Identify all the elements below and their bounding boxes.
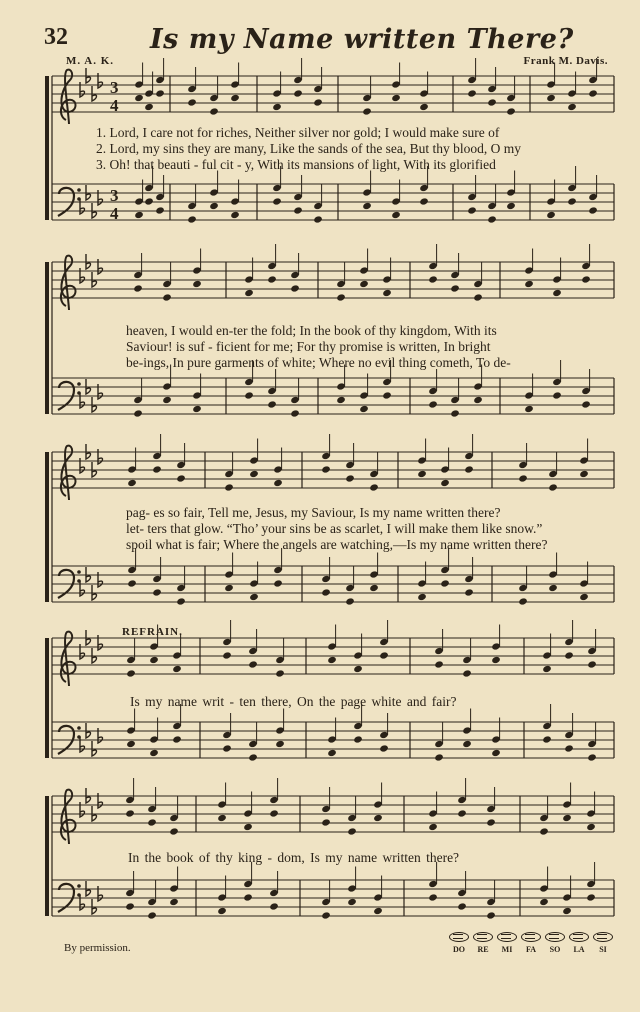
verse-line: heaven, I would en-ter the fold; In the book of thy kingdom, With its — [126, 323, 497, 338]
note-head — [486, 818, 496, 826]
note-head — [172, 665, 182, 673]
solfa-note-icon — [521, 932, 541, 942]
treble-clef-icon — [61, 632, 76, 686]
flat-icon — [80, 268, 85, 283]
note-head — [417, 470, 427, 478]
note-head — [187, 215, 197, 223]
note-head — [244, 391, 254, 399]
note-head — [149, 749, 159, 757]
flat-icon — [80, 581, 85, 596]
note-head — [353, 665, 363, 673]
note-head — [428, 275, 438, 283]
treble-clef-icon — [61, 446, 76, 500]
note-head — [462, 669, 472, 677]
note-head — [275, 740, 285, 748]
note-head — [147, 818, 157, 826]
note-head — [464, 465, 474, 473]
note-head — [450, 284, 460, 292]
note-head — [152, 588, 162, 596]
note-head — [382, 391, 392, 399]
verse-line: 2. Lord, my sins they are many, Like the sands of the sea, But thy blood, O my — [96, 141, 522, 156]
verse-line: be-ings, In pure garments of white; Where no evil thing cometh, To de- — [126, 355, 511, 370]
note-head — [192, 405, 202, 413]
solfa-note-icon — [593, 932, 613, 942]
solfa-do: DO — [448, 932, 470, 954]
system-brace — [45, 452, 49, 602]
system-brace — [45, 796, 49, 916]
solfa-re: RE — [472, 932, 494, 954]
solfa-so: SO — [544, 932, 566, 954]
verse-line: let- ters that glow. “Tho’ your sins be as scarlet, I will make them like snow.” — [126, 521, 543, 536]
solfa-key — [448, 932, 618, 958]
note-head — [293, 206, 303, 214]
note-head — [327, 656, 337, 664]
note-head — [269, 902, 279, 910]
bass-clef-dot — [77, 382, 81, 386]
note-head — [321, 818, 331, 826]
system-brace — [45, 76, 49, 220]
note-head — [327, 749, 337, 757]
note-head — [391, 94, 401, 102]
note-head — [428, 823, 438, 831]
note-head — [222, 744, 232, 752]
time-signature: 3 — [110, 186, 119, 205]
note-head — [382, 289, 392, 297]
solfa-note-icon — [545, 932, 565, 942]
solfa-mi: MI — [496, 932, 518, 954]
note-head — [134, 211, 144, 219]
refrain-label: REFRAIN. — [122, 626, 183, 638]
note-head — [539, 898, 549, 906]
note-head — [542, 665, 552, 673]
note-head — [457, 809, 467, 817]
note-head — [564, 744, 574, 752]
note-head — [176, 474, 186, 482]
note-head — [144, 197, 154, 205]
time-signature: 4 — [110, 96, 119, 115]
hymn-title: Is my Name written There? — [150, 24, 574, 55]
flat-icon — [80, 393, 85, 408]
note-head — [373, 814, 383, 822]
refrain-line: In the book of thy king - dom, Is my name written there? — [128, 850, 460, 865]
solfa-note-icon — [569, 932, 589, 942]
time-signature: 3 — [110, 78, 119, 97]
flat-icon — [98, 73, 103, 88]
note-head — [345, 597, 355, 605]
note-head — [588, 206, 598, 214]
note-head — [134, 94, 144, 102]
flat-icon — [80, 895, 85, 910]
note-head — [518, 474, 528, 482]
note-head — [149, 656, 159, 664]
solfa-fa: FA — [520, 932, 542, 954]
note-head — [419, 103, 429, 111]
note-head — [336, 396, 346, 404]
note-head — [419, 197, 429, 205]
note-head — [272, 197, 282, 205]
note-head — [209, 202, 219, 210]
flat-icon — [98, 793, 103, 808]
note-head — [347, 827, 357, 835]
note-head — [450, 409, 460, 417]
note-head — [273, 479, 283, 487]
flat-icon — [98, 886, 103, 901]
treble-clef-icon — [61, 256, 76, 310]
note-head — [491, 749, 501, 757]
note-head — [428, 893, 438, 901]
flat-icon — [80, 802, 85, 817]
note-head — [353, 735, 363, 743]
lyricist-credit: M. A. K. — [66, 55, 115, 67]
note-head — [243, 893, 253, 901]
note-head — [467, 89, 477, 97]
note-head — [579, 470, 589, 478]
note-head — [373, 907, 383, 915]
note-head — [162, 396, 172, 404]
note-head — [487, 215, 497, 223]
note-head — [369, 483, 379, 491]
note-head — [587, 753, 597, 761]
note-head — [222, 651, 232, 659]
note-head — [581, 275, 591, 283]
note-head — [169, 827, 179, 835]
note-head — [581, 400, 591, 408]
note-head — [462, 740, 472, 748]
note-head — [230, 94, 240, 102]
system-brace — [45, 262, 49, 414]
time-signature: 4 — [110, 204, 119, 223]
note-head — [487, 98, 497, 106]
note-head — [152, 465, 162, 473]
note-head — [187, 98, 197, 106]
note-head — [275, 669, 285, 677]
note-head — [467, 206, 477, 214]
note-head — [524, 405, 534, 413]
note-head — [217, 814, 227, 822]
note-head — [290, 409, 300, 417]
note-head — [133, 409, 143, 417]
note-head — [249, 593, 259, 601]
note-head — [209, 107, 219, 115]
note-head — [491, 656, 501, 664]
verse-line: 1. Lord, I care not for riches, Neither silver nor gold; I would make sure of — [96, 125, 500, 140]
note-head — [267, 400, 277, 408]
note-head — [379, 651, 389, 659]
flat-icon — [80, 458, 85, 473]
flat-icon — [80, 737, 85, 752]
note-head — [224, 584, 234, 592]
verse-line: Saviour! is suf - ficient for me; For thy promise is written, In bright — [126, 339, 491, 354]
note-head — [588, 89, 598, 97]
note-head — [506, 202, 516, 210]
note-head — [587, 660, 597, 668]
solfa-si: SI — [592, 932, 614, 954]
note-head — [345, 474, 355, 482]
note-head — [249, 470, 259, 478]
note-head — [248, 660, 258, 668]
note-head — [564, 651, 574, 659]
solfa-la: LA — [568, 932, 590, 954]
verse-line: 3. Oh! that beauti - ful cit - y, With its mansions of light, With its glorified — [96, 157, 496, 172]
note-head — [176, 597, 186, 605]
note-head — [428, 400, 438, 408]
flat-icon — [98, 384, 103, 399]
note-head — [169, 898, 179, 906]
note-head — [172, 735, 182, 743]
note-head — [359, 280, 369, 288]
note-head — [244, 289, 254, 297]
verse-line: spoil what is fair; Where the angels are watching,—Is my name written there? — [126, 537, 548, 552]
bass-clef-dot — [77, 884, 81, 888]
note-head — [230, 211, 240, 219]
note-head — [464, 588, 474, 596]
note-head — [369, 584, 379, 592]
note-head — [243, 823, 253, 831]
note-head — [524, 280, 534, 288]
note-head — [313, 98, 323, 106]
note-head — [125, 809, 135, 817]
flat-icon — [98, 449, 103, 464]
note-head — [440, 479, 450, 487]
bass-clef-dot — [77, 570, 81, 574]
note-head — [546, 94, 556, 102]
note-head — [133, 284, 143, 292]
note-head — [567, 103, 577, 111]
note-head — [126, 740, 136, 748]
note-head — [473, 396, 483, 404]
solfa-note-icon — [473, 932, 493, 942]
note-head — [486, 911, 496, 919]
note-head — [269, 809, 279, 817]
system-brace — [45, 638, 49, 758]
flat-icon — [98, 259, 103, 274]
note-head — [546, 211, 556, 219]
solfa-note-icon — [497, 932, 517, 942]
note-head — [552, 391, 562, 399]
note-head — [321, 911, 331, 919]
note-head — [562, 814, 572, 822]
flat-icon — [80, 82, 85, 97]
treble-clef-icon — [61, 70, 76, 124]
note-head — [192, 280, 202, 288]
note-head — [539, 827, 549, 835]
note-head — [321, 588, 331, 596]
note-head — [562, 907, 572, 915]
note-head — [217, 907, 227, 915]
composer-credit: Frank M. Davis. — [523, 55, 608, 67]
note-head — [548, 483, 558, 491]
note-head — [542, 735, 552, 743]
note-head — [290, 284, 300, 292]
note-head — [379, 744, 389, 752]
bass-clef-dot — [77, 188, 81, 192]
note-head — [162, 293, 172, 301]
note-head — [347, 898, 357, 906]
flat-icon — [98, 190, 103, 205]
note-head — [155, 89, 165, 97]
note-head — [248, 753, 258, 761]
note-head — [272, 103, 282, 111]
flat-icon — [80, 199, 85, 214]
flat-icon — [80, 644, 85, 659]
note-head — [224, 483, 234, 491]
treble-clef-icon — [61, 790, 76, 844]
note-head — [273, 579, 283, 587]
note-head — [434, 660, 444, 668]
note-head — [147, 911, 157, 919]
note-head — [457, 902, 467, 910]
note-head — [548, 584, 558, 592]
note-head — [391, 211, 401, 219]
note-head — [125, 902, 135, 910]
flat-icon — [98, 635, 103, 650]
page-number: 32 — [44, 24, 68, 50]
note-head — [144, 103, 154, 111]
verse-line: pag- es so fair, Tell me, Jesus, my Saviour, Is my name written there? — [126, 505, 501, 520]
note-head — [586, 893, 596, 901]
note-head — [440, 579, 450, 587]
note-head — [362, 202, 372, 210]
note-head — [336, 293, 346, 301]
note-head — [506, 107, 516, 115]
permission-note: By permission. — [64, 942, 131, 954]
note-head — [417, 593, 427, 601]
solfa-note-icon — [449, 932, 469, 942]
note-head — [293, 89, 303, 97]
note-head — [552, 289, 562, 297]
note-head — [362, 107, 372, 115]
note-head — [321, 465, 331, 473]
note-head — [127, 579, 137, 587]
note-head — [126, 669, 136, 677]
note-head — [155, 206, 165, 214]
note-head — [359, 405, 369, 413]
note-head — [313, 215, 323, 223]
note-head — [567, 197, 577, 205]
flat-icon — [98, 728, 103, 743]
note-head — [579, 593, 589, 601]
note-head — [518, 597, 528, 605]
refrain-line: Is my name writ - ten there, On the page white and fair? — [130, 694, 457, 709]
note-head — [434, 753, 444, 761]
note-head — [473, 293, 483, 301]
bass-clef-dot — [77, 726, 81, 730]
note-head — [586, 823, 596, 831]
flat-icon — [98, 572, 103, 587]
note-head — [267, 275, 277, 283]
note-head — [127, 479, 137, 487]
